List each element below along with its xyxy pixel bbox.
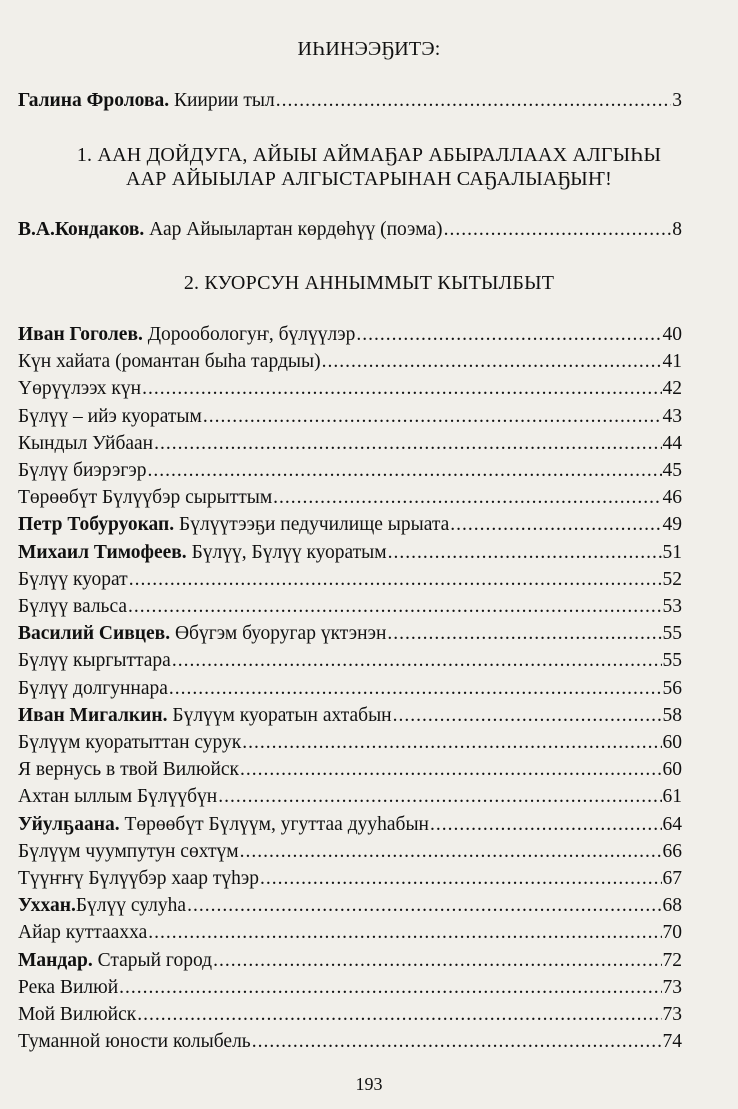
dot-leader	[393, 703, 662, 729]
dot-leader	[128, 594, 661, 620]
toc-title: Река Вилюй	[18, 976, 119, 998]
section-1-heading-line-2: ААР АЙЫЫЛАР АЛГЫСТАРЫНАН САҔАЛЫАҔЫҤ!	[125, 168, 613, 190]
toc-entry-text	[18, 621, 386, 647]
toc-entry	[18, 322, 682, 348]
toc-page-number: 42	[662, 378, 682, 400]
toc-author: Иван Гоголев.	[18, 324, 143, 345]
toc-title: Ахтан ыллым Бүлүүбүн	[18, 786, 218, 808]
toc-entry	[18, 540, 682, 566]
toc-entry	[18, 676, 682, 702]
toc-title: Төрөөбүт Бүлүүбэр сырыттым	[18, 487, 273, 509]
toc-entry	[18, 975, 682, 1001]
toc-entry	[18, 485, 682, 511]
toc-title: Бүлүү кыргыттара	[18, 650, 171, 672]
toc-page-number: 8	[672, 219, 682, 240]
toc-entry	[18, 567, 682, 593]
toc-entry	[18, 893, 682, 919]
toc-entry-text	[18, 1029, 251, 1055]
dot-leader	[273, 485, 661, 511]
toc-entry	[18, 920, 682, 946]
toc-title: Я вернусь в твой Вилюйск	[18, 759, 240, 781]
toc-entry	[18, 376, 682, 402]
page-number: 193	[355, 1074, 383, 1094]
toc-entry-text	[18, 730, 241, 756]
toc-page-number: 53	[662, 596, 682, 617]
toc-entry	[18, 839, 682, 865]
toc-entry-text	[18, 485, 272, 511]
page-title: ИҺИНЭЭҔИТЭ:	[297, 38, 441, 60]
toc-title: Бүлүү, Бүлүү куоратым	[186, 541, 387, 563]
toc-title: Аар Айыылартан көрдөһүү (поэма)	[144, 219, 443, 240]
toc-title: Өбүгэм буоругар үктэнэн	[170, 623, 387, 645]
toc-title: Бүлүү куорат	[18, 568, 128, 590]
toc-title: Бүлүү биэрэгэр	[18, 460, 147, 481]
toc-entry	[18, 1029, 682, 1055]
toc-author: Михаил Тимофеев.	[18, 541, 187, 563]
toc-entry	[18, 349, 682, 375]
toc-page-number: 55	[662, 650, 682, 672]
toc-page-number: 66	[662, 840, 682, 862]
toc-page-number: 56	[662, 677, 682, 699]
toc-entry	[18, 431, 682, 457]
toc-page-number: 40	[662, 324, 682, 345]
toc-page-number: 72	[662, 949, 682, 971]
toc-page-number: 49	[662, 514, 682, 536]
dot-leader	[322, 349, 662, 375]
dot-leader	[356, 322, 661, 348]
toc-entry-text	[18, 812, 429, 838]
toc-page-number: 74	[662, 1031, 682, 1053]
dot-leader	[444, 217, 672, 243]
toc-entry	[18, 812, 682, 838]
toc-title: Старый город	[92, 949, 213, 971]
toc-entry-text	[18, 376, 141, 402]
dot-leader	[218, 784, 661, 810]
dot-leader	[260, 866, 662, 892]
toc-page-number: 3	[672, 90, 682, 111]
toc-author: Галина Фролова.	[18, 90, 170, 111]
toc-page-number: 73	[662, 976, 682, 998]
toc-entry	[18, 784, 682, 810]
dot-leader	[154, 431, 661, 457]
toc-author: Петр Тобуруокап.	[18, 514, 175, 536]
dot-leader	[387, 621, 661, 647]
toc-entry-text	[18, 920, 147, 946]
toc-title: Күн хайата (романтан быһа тардыы)	[18, 351, 321, 373]
toc-page-number: 64	[662, 813, 682, 835]
toc-page-number: 45	[662, 460, 682, 481]
toc-entry-text	[18, 784, 217, 810]
toc-page-number: 73	[662, 1004, 682, 1025]
toc-author: Уххан.	[18, 895, 76, 917]
dot-leader	[169, 676, 662, 702]
toc-page-number: 60	[662, 732, 682, 753]
toc-entry-text	[18, 893, 186, 919]
dot-leader	[148, 920, 661, 946]
toc-entry	[18, 621, 682, 647]
dot-leader	[137, 1002, 661, 1028]
toc-entry-text	[18, 1002, 136, 1028]
dot-leader	[276, 88, 672, 114]
dot-leader	[240, 757, 661, 783]
toc-entry-text	[18, 839, 239, 865]
toc-page-number: 55	[662, 623, 682, 645]
dot-leader	[213, 948, 661, 974]
toc-page-number: 61	[662, 786, 682, 808]
toc-title: Бүлүүм куоратын ахтабын	[167, 704, 392, 726]
toc-title: Дорообологуҥ, бүлүүлэр	[142, 324, 356, 345]
section-1-heading-line-1: 1. ААН ДОЙДУГА, АЙЫЫ АЙМАҔАР АБЫРАЛЛААХ АЛГЫҺЫ	[76, 144, 662, 166]
toc-title: Бүлүү – ийэ куоратым	[18, 405, 202, 427]
toc-entry	[18, 458, 682, 484]
toc-page-number: 52	[662, 568, 682, 590]
toc-entry-text	[18, 540, 387, 566]
dot-leader	[203, 404, 662, 430]
toc-page-number: 41	[662, 351, 682, 373]
toc-page-number: 58	[662, 704, 682, 726]
toc-page-number: 44	[662, 432, 682, 454]
toc-entry	[18, 594, 682, 620]
dot-leader	[148, 458, 662, 484]
toc-entry-text	[18, 866, 259, 892]
dot-leader	[240, 839, 662, 865]
section-2-heading: 2. КУОРСУН АННЫММЫТ КЫТЫЛБЫТ	[183, 272, 555, 294]
toc-entry-text	[18, 322, 355, 348]
toc-entry-text	[18, 703, 392, 729]
toc-title: Бүлүү сулуһа	[75, 895, 187, 917]
toc-entry-text	[18, 431, 153, 457]
dot-leader	[450, 512, 661, 538]
toc-page-number: 68	[662, 895, 682, 917]
toc-entry	[18, 866, 682, 892]
toc-entry-text	[18, 676, 168, 702]
toc-entry	[18, 512, 682, 538]
toc-title: Туманной юности колыбель	[18, 1031, 251, 1053]
dot-leader	[129, 567, 662, 593]
toc-title: Мой Вилюйск	[18, 1004, 137, 1025]
toc-title: Бүлүү вальса	[18, 596, 128, 617]
toc-entry	[18, 404, 682, 430]
toc-entry	[18, 730, 682, 756]
toc-entry-text	[18, 458, 147, 484]
toc-page-number: 67	[662, 868, 682, 889]
toc-entry-text	[18, 975, 118, 1001]
toc-title: Кындыл Уйбаан	[18, 432, 154, 454]
dot-leader	[252, 1029, 662, 1055]
toc-entry	[18, 1002, 682, 1028]
toc-title: Бүлүү долгуннара	[18, 677, 168, 699]
toc-page-number: 51	[662, 541, 682, 563]
toc-entry	[18, 703, 682, 729]
toc-title: Бүлүүм куоратыттан сурук	[18, 732, 242, 753]
dot-leader	[430, 812, 662, 838]
toc-title: Үөрүүлээх күн	[18, 378, 142, 400]
toc-entry-text	[18, 512, 449, 538]
toc-entry-text	[18, 648, 171, 674]
toc-page-number: 46	[662, 487, 682, 509]
toc-entry-text	[18, 594, 127, 620]
toc-title: Бүлүүтээҕи педучилище ырыата	[174, 514, 450, 536]
dot-leader	[172, 648, 662, 674]
dot-leader	[242, 730, 661, 756]
toc-author: Иван Мигалкин.	[18, 704, 168, 726]
toc-title: Киирии тыл	[169, 90, 275, 111]
toc-entry-text	[18, 217, 443, 243]
toc-page-number: 60	[662, 759, 682, 781]
toc-title: Түүҥҥү Бүлүүбэр хаар түһэр	[18, 868, 259, 889]
toc-page-number: 70	[662, 922, 682, 944]
toc-author: Василий Сивцев.	[18, 623, 171, 645]
toc-title: Бүлүүм чуумпутун сөхтүм	[18, 840, 239, 862]
dot-leader	[142, 376, 661, 402]
toc-entry-text	[18, 567, 128, 593]
toc-entry-text	[18, 948, 212, 974]
toc-author: Уйулҕаана.	[18, 813, 120, 835]
toc-entry-text	[18, 404, 202, 430]
toc-author: В.А.Кондаков.	[18, 219, 145, 240]
toc-entry-text	[18, 88, 275, 114]
toc-entry-section1	[18, 217, 682, 243]
toc-page-number: 43	[662, 405, 682, 427]
toc-entry	[18, 648, 682, 674]
toc-entry	[18, 757, 682, 783]
toc-title: Төрөөбүт Бүлүүм, угуттаа дууһабын	[119, 813, 429, 835]
toc-title: Айар куттаахха	[18, 922, 148, 944]
toc-author: Мандар.	[18, 949, 93, 971]
dot-leader	[119, 975, 661, 1001]
toc-entry-intro	[18, 88, 682, 114]
dot-leader	[388, 540, 662, 566]
toc-entry-text	[18, 349, 321, 375]
toc-entry-text	[18, 757, 239, 783]
dot-leader	[187, 893, 661, 919]
toc-entry	[18, 948, 682, 974]
